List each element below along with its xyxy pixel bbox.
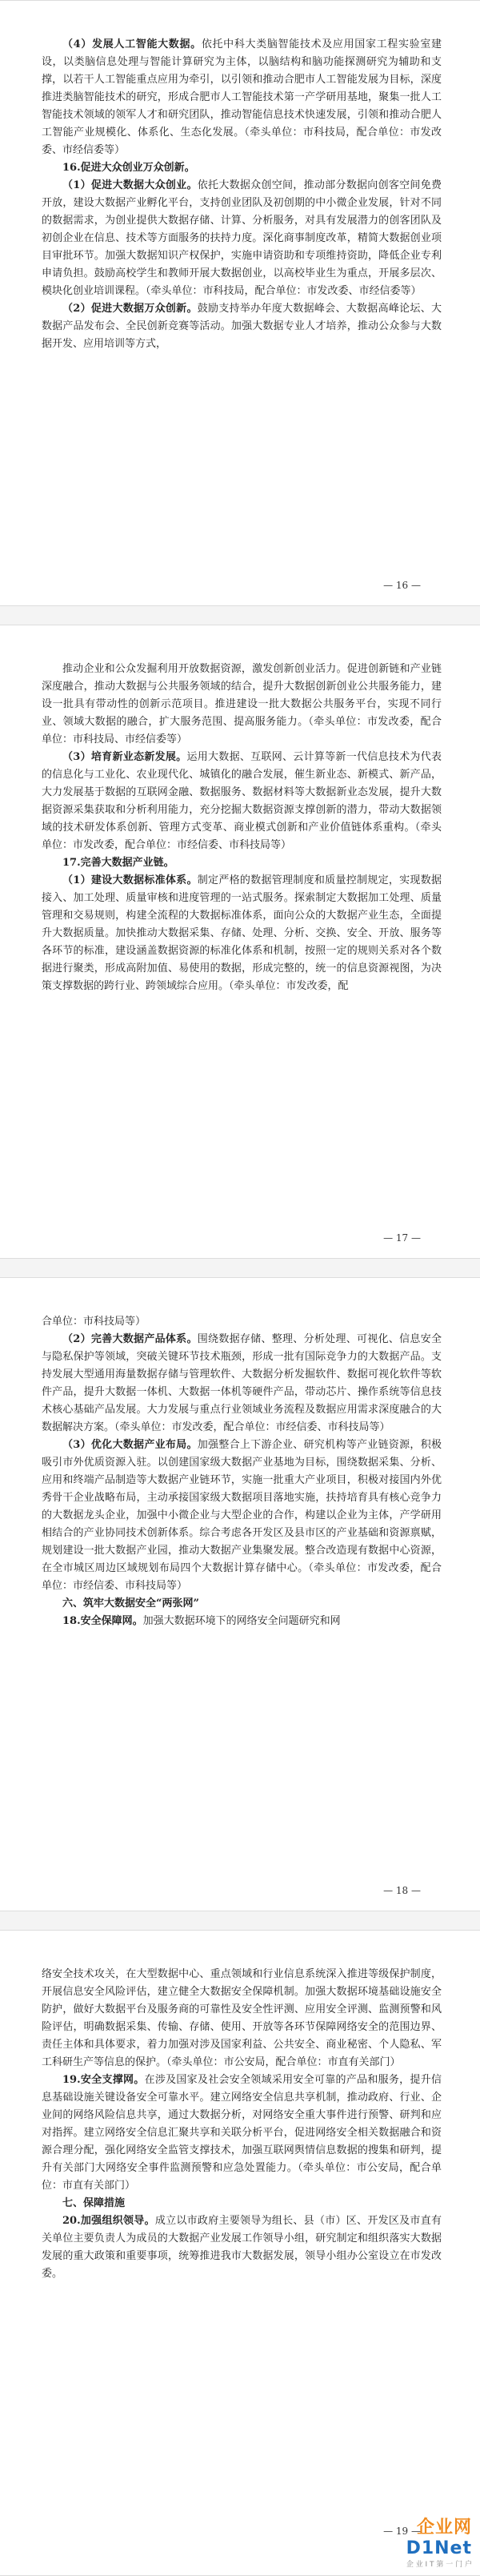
page-body (42, 36, 442, 353)
section-heading: 六、筑牢大数据安全“两张网” (62, 1597, 199, 1609)
paragraph: （3）培育新业态新发展。运用大数据、互联网、云计算等新一代信息技术为代表的信息化与工业化、农业现代化、城镇化的融合发展，催生新业态、新模式、新产品，大力发展基于数据的互联网金融、数据服务、数据材料等大数据新业态发展，提升大数据资源采集获取和分析利用能力，充分挖掘大数据资源支撑创新的潜力，带动大数据领域的技术研发体系创新、管理方式变革、商业模式创新和产业价值链体系重构。（牵头单位：市发改委，配合单位：市经信委、市科技局等） (42, 751, 442, 851)
watermark-logo (352, 2514, 472, 2569)
paragraph: 络安全技术攻关，在大型数据中心、重点领域和行业信息系统深入推进等级保护制度，开展信息安全风险评估，建立健全大数据安全保障机制。加强大数据环境基础设施安全防护，做好大数据平台及服务商的可靠性及安全性评测、应用安全评测、监测预警和风险评估，明确数据采集、传输、存储、使用、开放等各环节保障网络安全的范围边界、责任主体和具体要求，着力加强对涉及国家利益、公共安全、商业秘密、个人隐私、军工科研生产等信息的保护。（牵头单位：市公安局，配合单位：市直有关部门） (42, 1968, 442, 2068)
document-page-16 (0, 0, 480, 606)
paragraph: （2）完善大数据产品体系。围绕数据存储、整理、分析处理、可视化、信息安全与隐私保护等领域，突破关键环节技术瓶颈，形成一批有国际竞争力的大数据产品。支持发展大型通用海量数据存储与管理软件、大数据分析发掘软件、数据可视化软件等软件产品，提升大数据一体机、大数据一体机等硬件产品，带动芯片、操作系统等信息技术核心基础产品发展。大力发展与重点行业领域业务流程及数据应用需求深度融合的大数据解决方案。（牵头单位：市发改委，配合单位：市经信委、市科技局等） (42, 1333, 442, 1433)
document-page-18 (0, 1277, 480, 1911)
paragraph: （3）优化大数据产业布局。加强整合上下游企业、研究机构等产业链资源，积极吸引市外优质资源入驻。以创建国家级大数据产业基地为目标，围绕数据采集、分析、应用和终端产品制造等大数据产业链环节，实施一批重大产业项目，积极对接国内外优秀骨干企业战略布局，主动承接国家级大数据项目落地实施，扶持培育具有核心竞争力的大数据龙头企业，加强中小微企业与大型企业的合作，构建以企业为主体，产学研用相结合的产业协同技术创新体系。综合考虑各开发区及县市区的产业基础和资源禀赋，规划建设一批大数据产业园，推动大数据产业集聚发展。整合改造现有数据中心资源，在全市城区周边区域规划布局四个大数据计算存储中心。（牵头单位：市发改委，配合单位：市经信委、市科技局等） (42, 1439, 442, 1592)
paragraph: （1）建设大数据标准体系。制定严格的数据管理制度和质量控制规定，实现数据接入、加工处理、质量审核和进度管理的一站式服务。探索制定大数据加工处理、质量管理和交易规则，构建全流程的大数据标准体系，面向公众的大数据产业生态，全面提升大数据质量。加快推动大数据采集、存储、处理、分析、交换、安全、开放、服务等各环节的标准，建设涵盖数据资源的标准化体系和机制，按照一定的规则关系对各个数据进行聚类，形成高附加值、易使用的数据，形成完整的，统一的信息资源视图，为决策支撑数据的跨行业、跨领域综合应用。（牵头单位：市发改委，配 (42, 874, 442, 992)
paragraph: 合单位：市科技局等） (42, 1316, 146, 1328)
watermark-subtitle: 企 业 I T 第 一 门 户 (406, 2561, 472, 2569)
paragraph: 推动企业和公众发掘利用开放数据资源，激发创新创业活力。促进创新链和产业链深度融合，推动大数据与公共服务领域的结合，提升大数据创新创业公共服务能力，建设一批具有带动性的创新示范项目。推进建设一批大数据公共服务平台，实现不同行业、领域大数据的融合，扩大服务范围、提高服务能力。（牵头单位：市发改委，配合单位：市科技局、市经信委等） (42, 663, 442, 745)
page-number: — 17 — (383, 1232, 421, 1244)
page-number: — 16 — (383, 580, 421, 591)
page-number: — 19 — (383, 2526, 421, 2537)
watermark-logo-text: 企业网D1Net (406, 2518, 472, 2558)
paragraph: 20.加强组织领导。成立以市政府主要领导为组长、县（市）区、开发区及市直有关单位主要负责人为成员的大数据产业发展工作领导小组，研究制定和组织落实大数据发展的重大政策和重要事项，统筹推进我市大数据发展，领导小组办公室设立在市发改委。 (42, 2215, 442, 2280)
subsection-heading: 17.完善大数据产业链。 (62, 857, 174, 869)
page-body (42, 661, 442, 995)
document-page-19 (0, 1930, 480, 2576)
subsection-heading: 16.促进大众创业万众创新。 (62, 162, 195, 174)
page-body (42, 1966, 442, 2283)
page-number: — 18 — (383, 1885, 421, 1896)
page-body (42, 1313, 442, 1630)
paragraph: （4）发展人工智能大数据。依托中科大类脑智能技术及应用国家工程实验室建设，以类脑信息处理与智能计算研究为主体，以脑结构和脑功能探测研究为辅助和支撑，以若干人工智能重点应用为牵引，以引领和推动合肥市人工智能发展为目标，深度推进类脑智能技术的研究，形成合肥市人工智能技术第一产学研用基地，聚集一批人工智能技术领域的领军人才和研究团队，推动智能信息技术快速发展，引领和推动合肥人工智能产业规模化、体系化、生态化发展。（牵头单位：市科技局，配合单位：市发改委、市经信委等） (42, 38, 442, 156)
paragraph: 19.安全支撑网。在涉及国家及社会安全领域采用安全可靠的产品和服务，提升信息基础设施关键设备安全可靠水平。建立网络安全信息共享机制，推动政府、行业、企业间的网络风险信息共享，通过大数据分析，对网络安全重大事件进行预警、研判和应对指挥。建立网络安全信息汇聚共享和关联分析平台，促进网络安全相关数据融合和资源合理分配，强化网络安全监管支撑技术，加强互联网舆情信息数据的搜集和研判，提升有关部门大网络安全事件监测预警和应急处置能力。（牵头单位：市公安局，配合单位：市直有关部门） (42, 2074, 442, 2192)
paragraph: 18.安全保障网。加强大数据环境下的网络安全问题研究和网 (62, 1615, 341, 1627)
paragraph: （2）促进大数据万众创新。鼓励支持举办年度大数据峰会、大数据高峰论坛、大数据产品发布会、全民创新竞赛等活动。加强大数据专业人才培养，推动公众参与大数据开发、应用培训等方式， (42, 303, 442, 350)
section-heading: 七、保障措施 (62, 2197, 126, 2209)
paragraph: （1）促进大数据大众创业。依托大数据众创空间，推动部分数据向创客空间免费开放，建设大数据产业孵化平台，支持创业团队及初创期的中小微企业发展，针对不同的数据需求，为创业提供大数据存储、计算、分析服务，对具有发展潜力的创客团队及初创企业在信息、技术等方面服务的扶持力度。深化商事制度改革，精简大数据创业项目审批环节。加强大数据知识产权保护，实施申请资助和专项维持资助，降低企业专利申请负担。鼓励高校学生和教师开展大数据创业，以高校毕业生为重点，开展多层次、模块化创业培训课程。（牵头单位：市科技局，配合单位：市发改委、市经信委等） (42, 179, 442, 297)
document-page-17 (0, 625, 480, 1259)
